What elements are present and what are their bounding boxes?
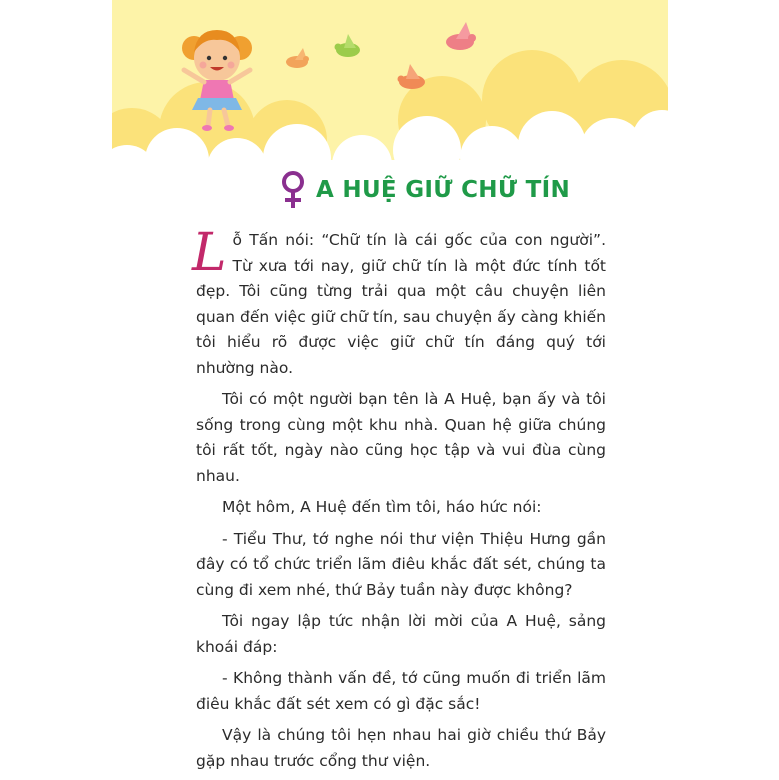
- paragraph: Tôi ngay lập tức nhận lời mời của A Huệ, sảng khoái đáp:: [196, 612, 606, 656]
- paragraph: - Tiểu Thư, tớ nghe nói thư viện Thiệu Hưng gần đây có tổ chức triển lãm điêu khắc đất sét, chúng ta cùng đi xem nhé, thứ Bảy tuần này được không?: [196, 529, 606, 599]
- book-page: [112, 0, 668, 779]
- story-title-row: [280, 168, 570, 212]
- story-body: [192, 223, 606, 780]
- paragraph: Vậy là chúng tôi hẹn nhau hai giờ chiều thứ Bảy gặp nhau trước cổng thư viện.: [196, 726, 606, 770]
- header-illustration: [112, 0, 668, 168]
- paragraph-text: ỗ Tấn nói: “Chữ tín là cái gốc của con người”. Từ xưa tới nay, giữ chữ tín là một đức tính tốt đẹp. Tôi cũng từng trải qua một câu chuyện liên quan đến việc giữ chữ tín, sau chuyện ấy càng khiến tôi hiểu rõ được việc giữ chữ tín đáng quý tới nhường nào.: [196, 231, 606, 377]
- paragraph: [192, 223, 606, 381]
- paragraph: Tôi có một người bạn tên là A Huệ, bạn ấy và tôi sống trong cùng một khu nhà. Quan hệ giữa chúng tôi rất tốt, ngày nào cũng học tập và vui đùa cùng nhau.: [196, 390, 606, 485]
- paragraph: - Không thành vấn đề, tớ cũng muốn đi triển lãm điêu khắc đất sét xem có gì đặc sắc!: [196, 669, 606, 713]
- drop-cap: L: [192, 223, 227, 283]
- paragraph: Một hôm, A Huệ đến tìm tôi, háo hức nói:: [222, 498, 542, 516]
- female-symbol-icon: [280, 170, 306, 210]
- story-title: A HUỆ GIỮ CHỮ TÍN: [316, 177, 571, 203]
